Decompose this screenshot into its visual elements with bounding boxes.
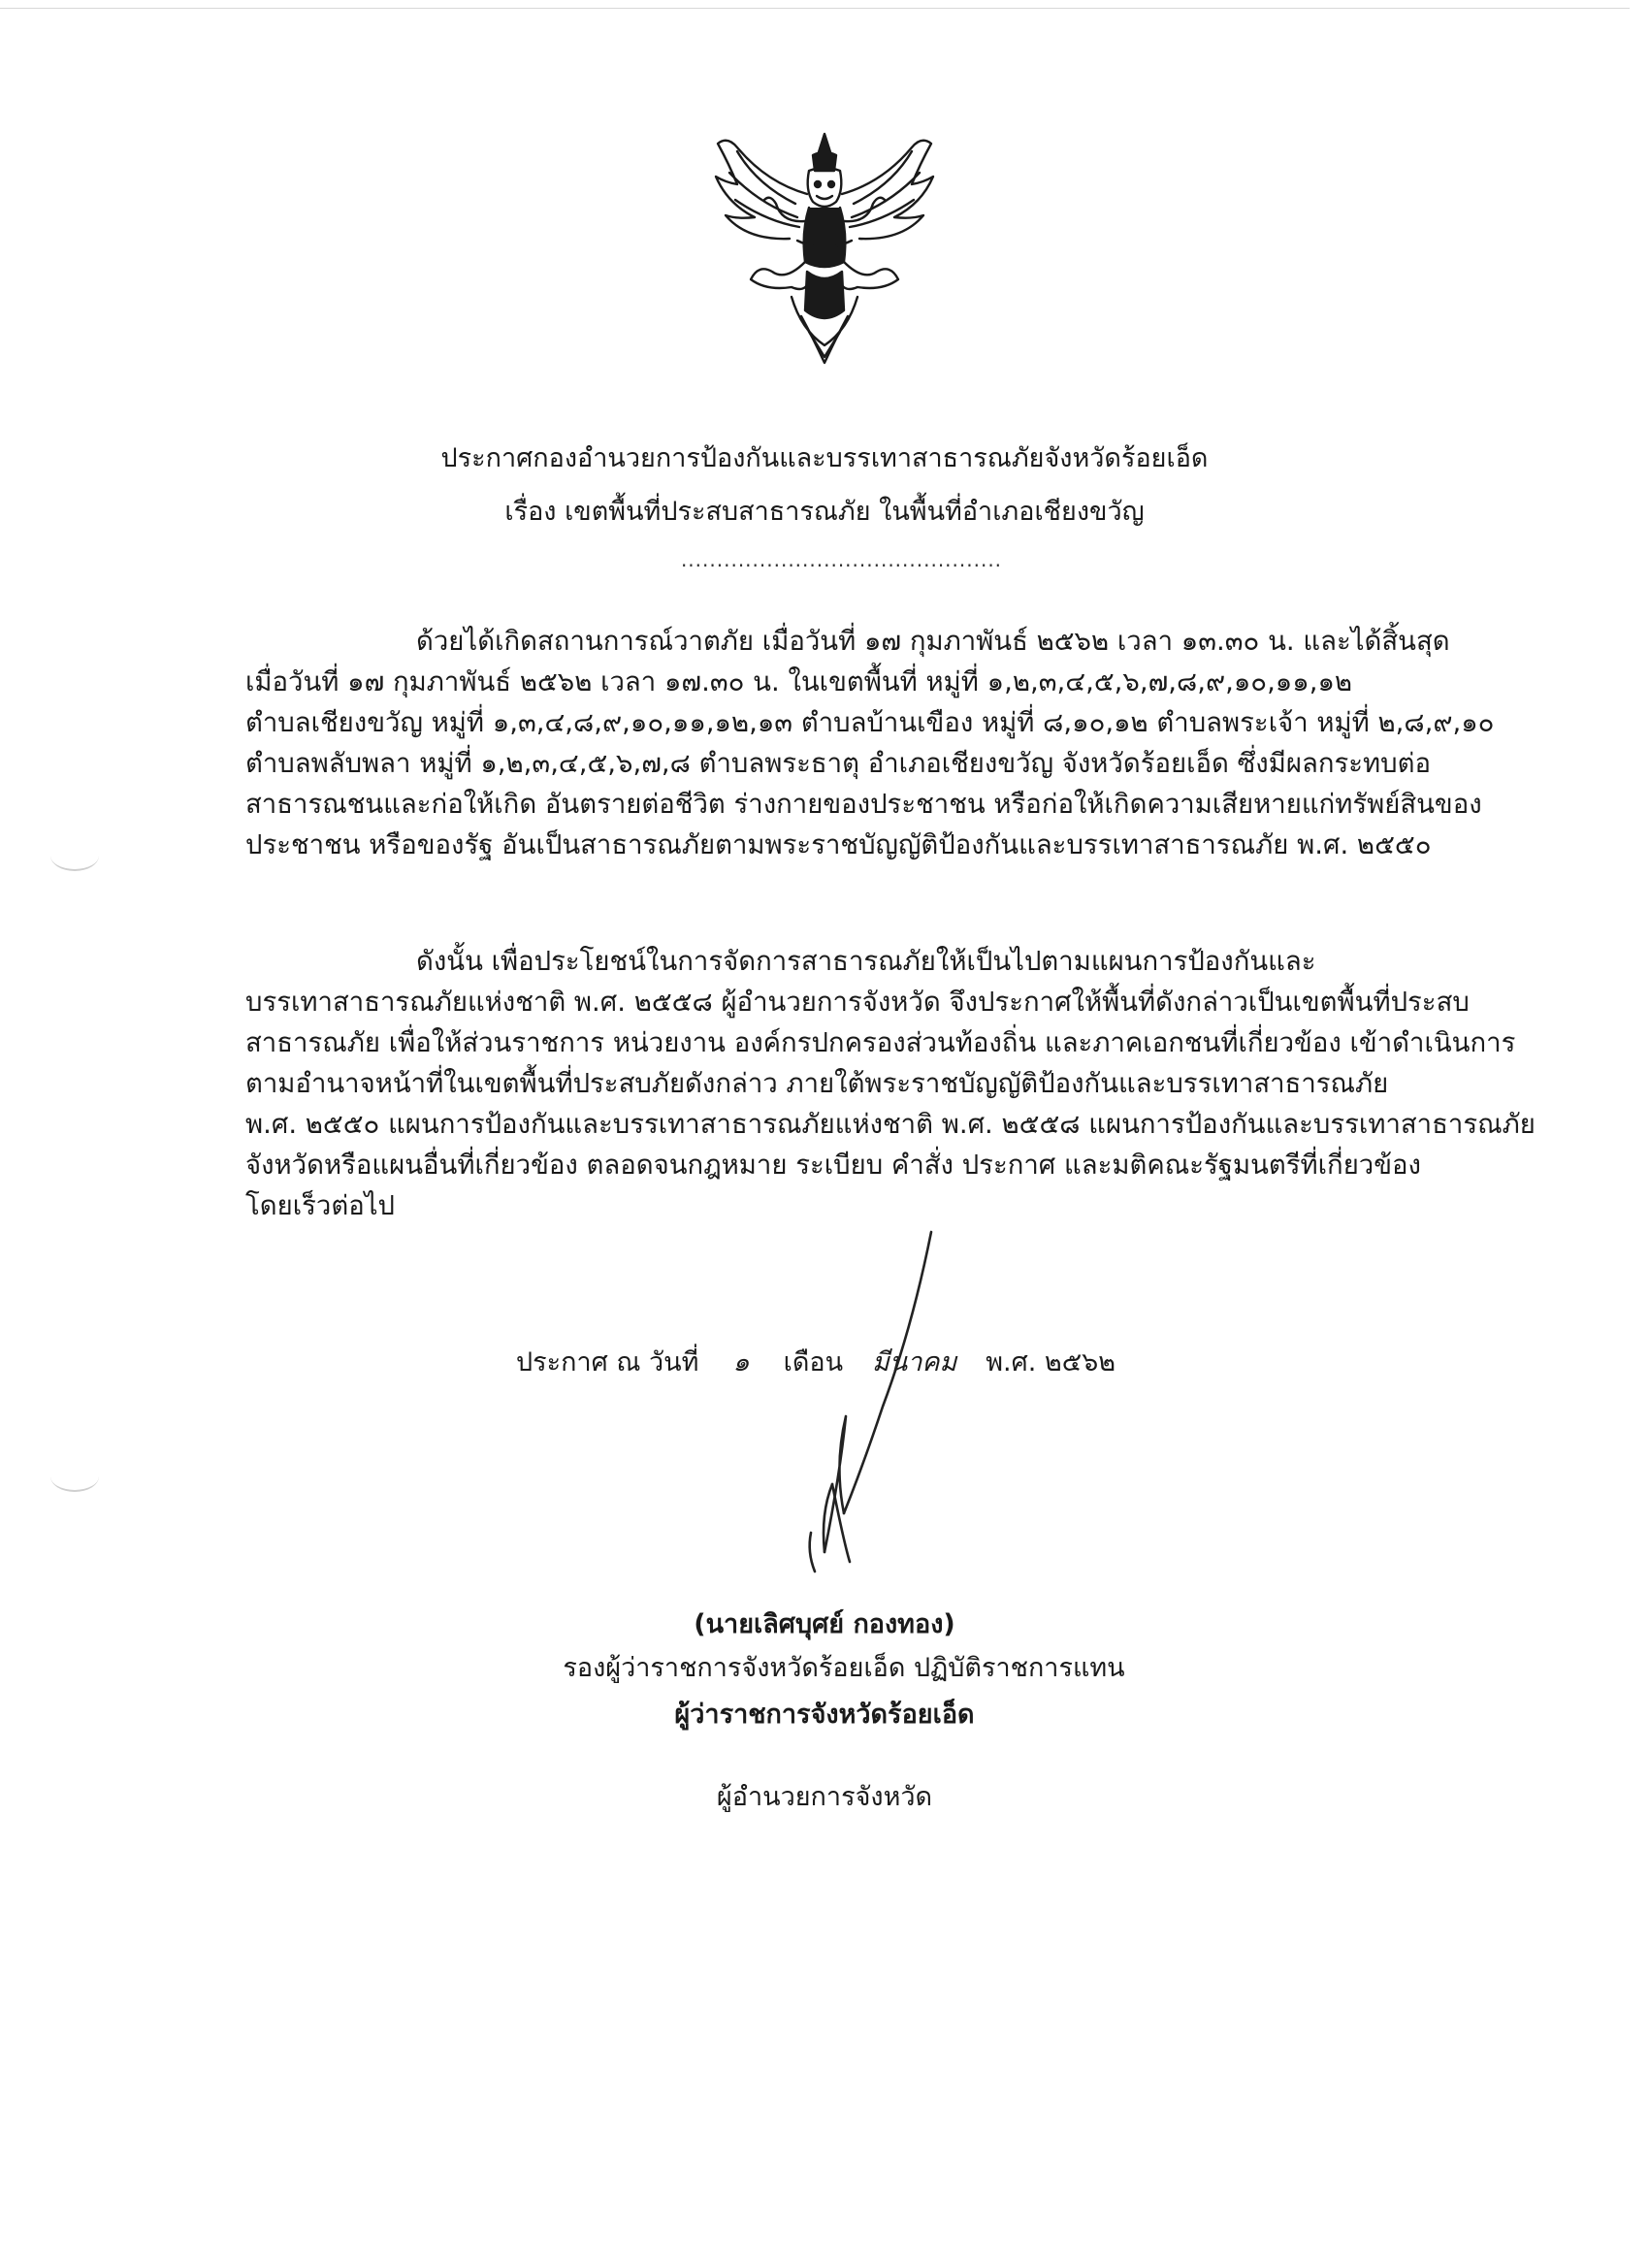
paragraph-line: สาธารณภัย เพื่อให้ส่วนราชการ หน่วยงาน องค์กรปกครองส่วนท้องถิ่น และภาคเอกชนที่เกี่ยวข้อง เข้าดำเนินการ xyxy=(245,1027,1516,1058)
paragraph-line: ตำบลพลับพลา หมู่ที่ ๑,๒,๓,๔,๕,๖,๗,๘ ตำบลพระธาตุ อำเภอเชียงขวัญ จังหวัดร้อยเอ็ด ซึ่งมีผลกระทบต่อ xyxy=(245,748,1431,779)
paragraph-line: ด้วยได้เกิดสถานการณ์วาตภัย เมื่อวันที่ ๑๗ กุมภาพันธ์ ๒๕๖๒ เวลา ๑๓.๓๐ น. และได้สิ้นสุด xyxy=(416,626,1450,657)
paragraph-line: ประชาชน หรือของรัฐ อันเป็นสาธารณภัยตามพระราชบัญญัติป้องกันและบรรเทาสาธารณภัย พ.ศ. ๒๕๕๐ xyxy=(245,829,1432,860)
date-day: ๑ xyxy=(732,1347,750,1377)
scan-edge-line xyxy=(0,8,1630,9)
garuda-emblem-icon xyxy=(708,126,941,369)
paragraph-line: ดังนั้น เพื่อประโยชน์ในการจัดการสาธารณภัยให้เป็นไปตามแผนการป้องกันและ xyxy=(416,946,1316,977)
paragraph-declaration xyxy=(245,941,1536,1226)
title-separator: ............................................. xyxy=(680,548,1003,571)
paragraph-line: บรรเทาสาธารณภัยแห่งชาติ พ.ศ. ๒๕๕๘ ผู้อำนวยการจังหวัด จึงประกาศให้พื้นที่ดังกล่าวเป็นเขตพื้นที่ประสบ xyxy=(245,987,1470,1018)
punch-hole xyxy=(50,1461,99,1492)
paragraph-line: เมื่อวันที่ ๑๗ กุมภาพันธ์ ๒๕๖๒ เวลา ๑๗.๓๐ น. ในเขตพื้นที่ หมู่ที่ ๑,๒,๓,๔,๕,๖,๗,๘,๙,๑๐,๑๑,๑๒ xyxy=(245,666,1353,697)
handwritten-signature xyxy=(776,1222,970,1581)
announcement-subject: เรื่อง เขตพื้นที่ประสบสาธารณภัย ในพื้นที่อำเภอเชียงขวัญ xyxy=(504,497,1145,527)
paragraph-incident xyxy=(245,621,1495,865)
signatory-position: รองผู้ว่าราชการจังหวัดร้อยเอ็ด ปฏิบัติราชการแทน xyxy=(563,1653,1125,1683)
paragraph-line: จังหวัดหรือแผนอื่นที่เกี่ยวข้อง ตลอดจนกฎหมาย ระเบียบ คำสั่ง ประกาศ และมติคณะรัฐมนตรีที่เกี่ยวข้อง xyxy=(245,1150,1421,1181)
date-month-label: เดือน xyxy=(783,1347,844,1377)
punch-hole xyxy=(50,840,99,871)
paragraph-line: ตำบลเชียงขวัญ หมู่ที่ ๑,๓,๔,๘,๙,๑๐,๑๑,๑๒,๑๓ ตำบลบ้านเขือง หมู่ที่ ๘,๑๐,๑๒ ตำบลพระเจ้า หมู่ที่ ๒,๘,๙,๑๐ xyxy=(245,707,1495,738)
paragraph-line: สาธารณชนและก่อให้เกิด อันตรายต่อชีวิต ร่างกายของประชาชน หรือก่อให้เกิดความเสียหายแก่ทรัพย์สินของ xyxy=(245,789,1482,820)
signatory-position-2: ผู้ว่าราชการจังหวัดร้อยเอ็ด xyxy=(674,1700,975,1730)
signatory-role: ผู้อำนวยการจังหวัด xyxy=(716,1782,933,1812)
signatory-name: (นายเลิศบุศย์ กองทอง) xyxy=(694,1609,955,1639)
paragraph-line: พ.ศ. ๒๕๕๐ แผนการป้องกันและบรรเทาสาธารณภัยแห่งชาติ พ.ศ. ๒๕๕๘ แผนการป้องกันและบรรเทาสาธารณภัย xyxy=(245,1109,1536,1140)
date-month: มีนาคม xyxy=(872,1347,957,1377)
date-prefix: ประกาศ ณ วันที่ xyxy=(516,1347,699,1377)
paragraph-line: โดยเร็วต่อไป xyxy=(245,1190,396,1221)
paragraph-line: ตามอำนาจหน้าที่ในเขตพื้นที่ประสบภัยดังกล่าว ภายใต้พระราชบัญญัติป้องกันและบรรเทาสาธารณภัย xyxy=(245,1068,1389,1099)
date-year: พ.ศ. ๒๕๖๒ xyxy=(986,1347,1116,1377)
announcement-title: ประกาศกองอำนวยการป้องกันและบรรเทาสาธารณภัยจังหวัดร้อยเอ็ด xyxy=(440,443,1209,473)
